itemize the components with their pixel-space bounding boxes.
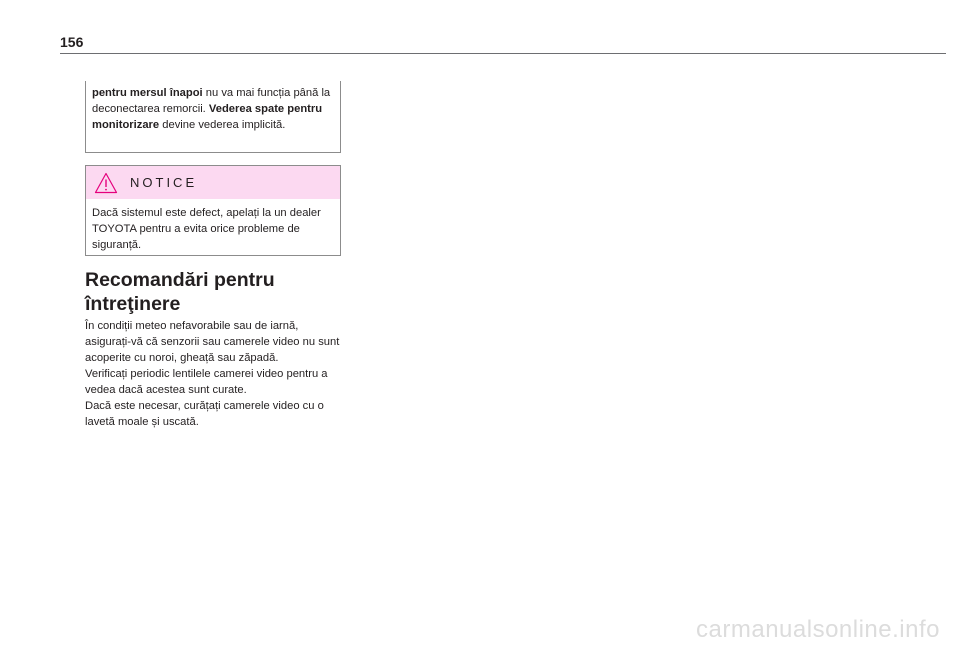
- bold-phrase-reverse: pentru mersul înapoi: [92, 87, 203, 99]
- section-body: [85, 318, 347, 430]
- warning-triangle-icon: [94, 172, 118, 194]
- paragraph: În condiții meteo nefavorabile sau de iarnă, asigurați-vă că senzorii sau camerele video nu sunt acoperite cu noroi, gheață sau zăpadă.: [85, 320, 340, 364]
- continuation-text-2: devine vederea implicită.: [159, 119, 286, 131]
- page-number: 156: [60, 34, 84, 50]
- bold-phrase-rear-view: Vederea spate pentru monitorizare: [92, 103, 323, 131]
- paragraph: Dacă este necesar, curățați camerele video cu o lavetă moale și uscată.: [85, 400, 324, 428]
- continuation-note-text: [86, 81, 340, 133]
- section-title: Recomandări pentru întreţinere: [85, 269, 275, 315]
- notice-title: NOTICE: [130, 175, 198, 190]
- notice-body: Dacă sistemul este defect, apelați la un dealer TOYOTA pentru a evita orice probleme de siguranță.: [92, 207, 321, 251]
- notice-box: [85, 165, 341, 256]
- header-divider: [60, 53, 946, 54]
- watermark: carmanualsonline.info: [696, 616, 940, 643]
- paragraph: Verificați periodic lentilele camerei video pentru a vedea dacă acestea sunt curate.: [85, 368, 328, 396]
- continuation-text-1: nu va mai funcția până la deconectarea remorcii.: [92, 87, 331, 115]
- notice-header: [86, 166, 340, 199]
- continuation-note-box: [85, 81, 341, 153]
